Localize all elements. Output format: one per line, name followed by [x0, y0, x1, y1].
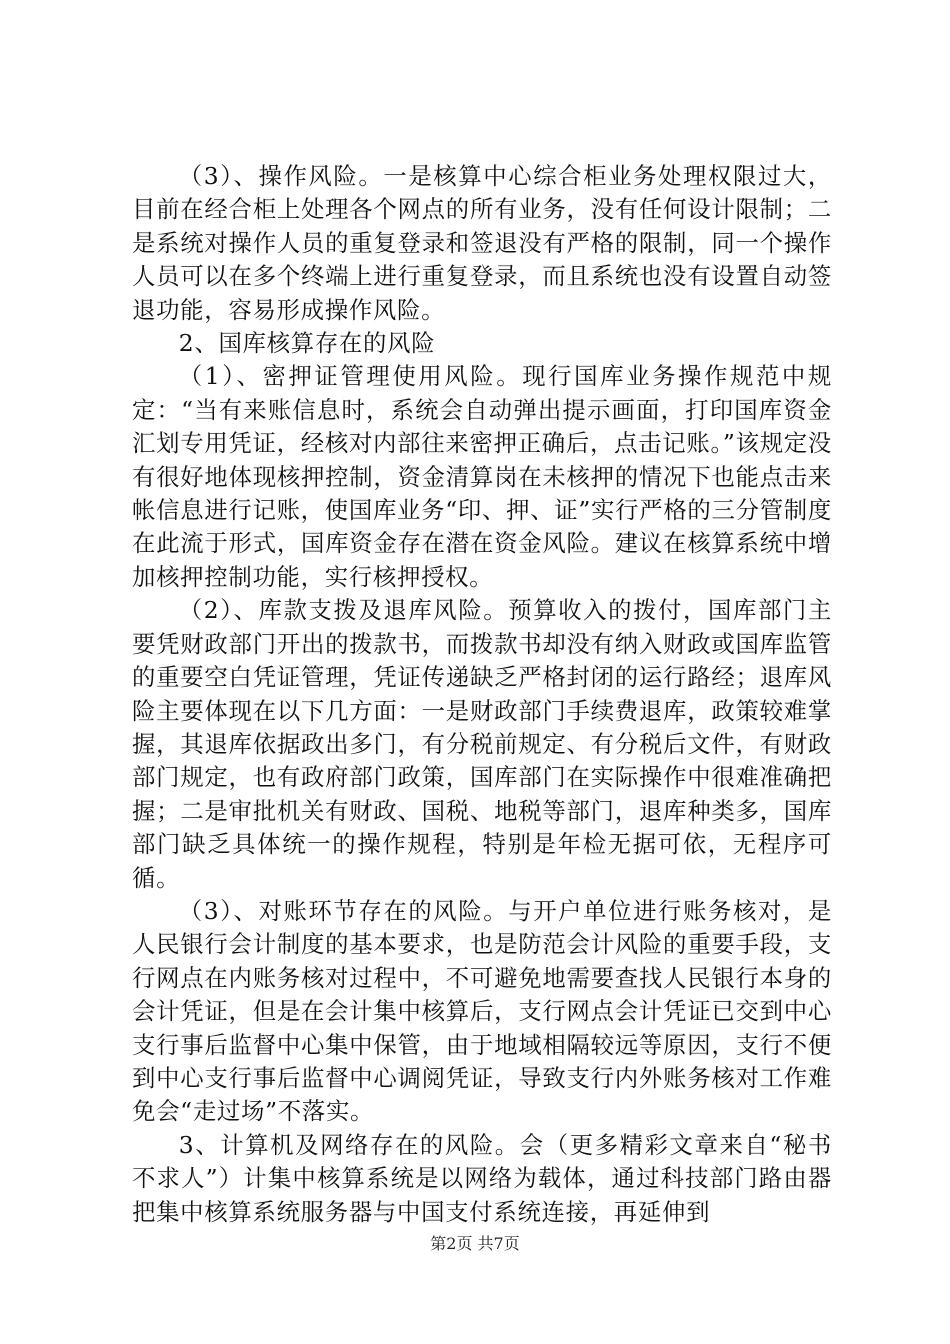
paragraph-disbursement-refund-risk: （2）、库款支拨及退库风险。预算收入的拨付，国库部门主要凭财政部门开出的拨款书，而拨款书却没有纳入财政或国库监管的重要空白凭证管理，凭证传递缺乏严格封闭的运行路经；退库风险主要体现在以下几方面：一是财政部门手续费退库，政策较难掌握，其退库依据政出多门，有分税前规定、有分税后文件，有财政部门规定，也有政府部门政策，国库部门在实际操作中很难准确把握；二是审批机关有财政、国税、地税等部门，退库种类多，国库部门缺乏具体统一的操作规程，特别是年检无据可依，无程序可循。 [132, 596, 832, 892]
section-heading-treasury-risk: 2、国库核算存在的风险 [178, 329, 436, 358]
document-body [132, 160, 832, 1229]
paragraph-seal-cert-risk: （1）、密押证管理使用风险。现行国库业务操作规范中规定：“当有来账信息时，系统会自动弹出提示画面，打印国库资金汇划专用凭证，经核对内部往来密押正确后，点击记账。”该规定没有很好地体现核押控制，资金清算岗在未核押的情况下也能点击来帐信息进行记账，使国库业务“印、押、证”实行严格的三分管制度在此流于形式，国库资金存在潜在资金风险。建议在核算系统中增加核押控制功能，实行核押授权。 [132, 362, 832, 591]
paragraph-computer-network-risk: 3、计算机及网络存在的风险。会（更多精彩文章来自“秘书不求人”）计集中核算系统是以网络为载体，通过科技部门路由器把集中核算系统服务器与中国支付系统连接，再延伸到 [132, 1130, 832, 1226]
paragraph-operation-risk: （3）、操作风险。一是核算中心综合柜业务处理权限过大，目前在经合柜上处理各个网点的所有业务，没有任何设计限制；二是系统对操作人员的重复登录和签退没有严格的限制，同一个操作人员可以在多个终端上进行重复登录，而且系统也没有设置自动签退功能，容易形成操作风险。 [132, 162, 832, 324]
page-footer: 第2页 共7页 [430, 1234, 520, 1253]
paragraph-reconciliation-risk: （3）、对账环节存在的风险。与开户单位进行账务核对，是人民银行会计制度的基本要求，也是防范会计风险的重要手段，支行网点在内账务核对过程中，不可避免地需要查找人民银行本身的会计凭证，但是在会计集中核算后，支行网点会计凭证已交到中心支行事后监督中心集中保管，由于地域相隔较远等原因，支行不便到中心支行事后监督中心调阅凭证，导致支行内外账务核对工作难免会“走过场”不落实。 [132, 896, 832, 1126]
